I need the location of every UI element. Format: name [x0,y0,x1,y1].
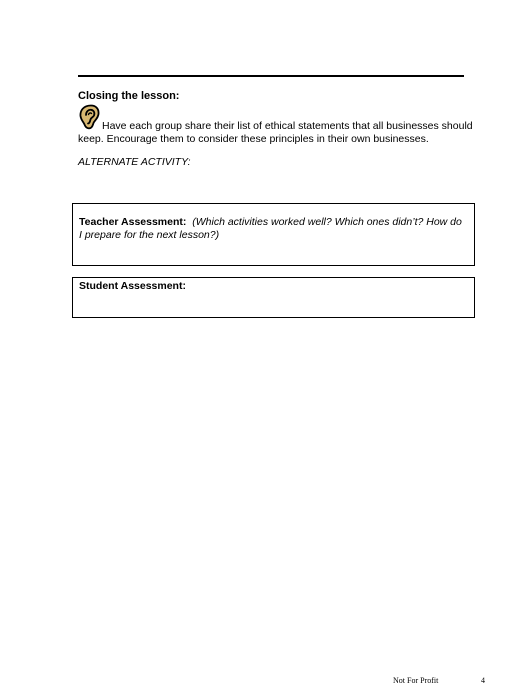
teacher-assessment-question: (Which activities worked well? Which ones didn’t? How do I prepare for the next lesson?) [79,216,462,241]
alternate-activity-label: ALTERNATE ACTIVITY: [78,156,191,168]
page-number: 4 [481,676,485,685]
student-assessment-box[interactable] [72,277,475,318]
student-assessment-label: Student Assessment: [79,280,186,292]
closing-instructions [78,120,478,145]
closing-instructions-text: Have each group share their list of ethical statements that all businesses should keep. Encourage them to consider these principles in their own businesses. [78,120,473,145]
top-divider [78,75,464,77]
teacher-assessment-label: Teacher Assessment: [79,216,187,228]
closing-heading: Closing the lesson: [78,90,180,102]
footer-text: Not For Profit [393,676,439,685]
teacher-assessment-text [79,216,467,242]
teacher-assessment-box[interactable] [72,203,475,266]
student-assessment-text [79,280,467,293]
